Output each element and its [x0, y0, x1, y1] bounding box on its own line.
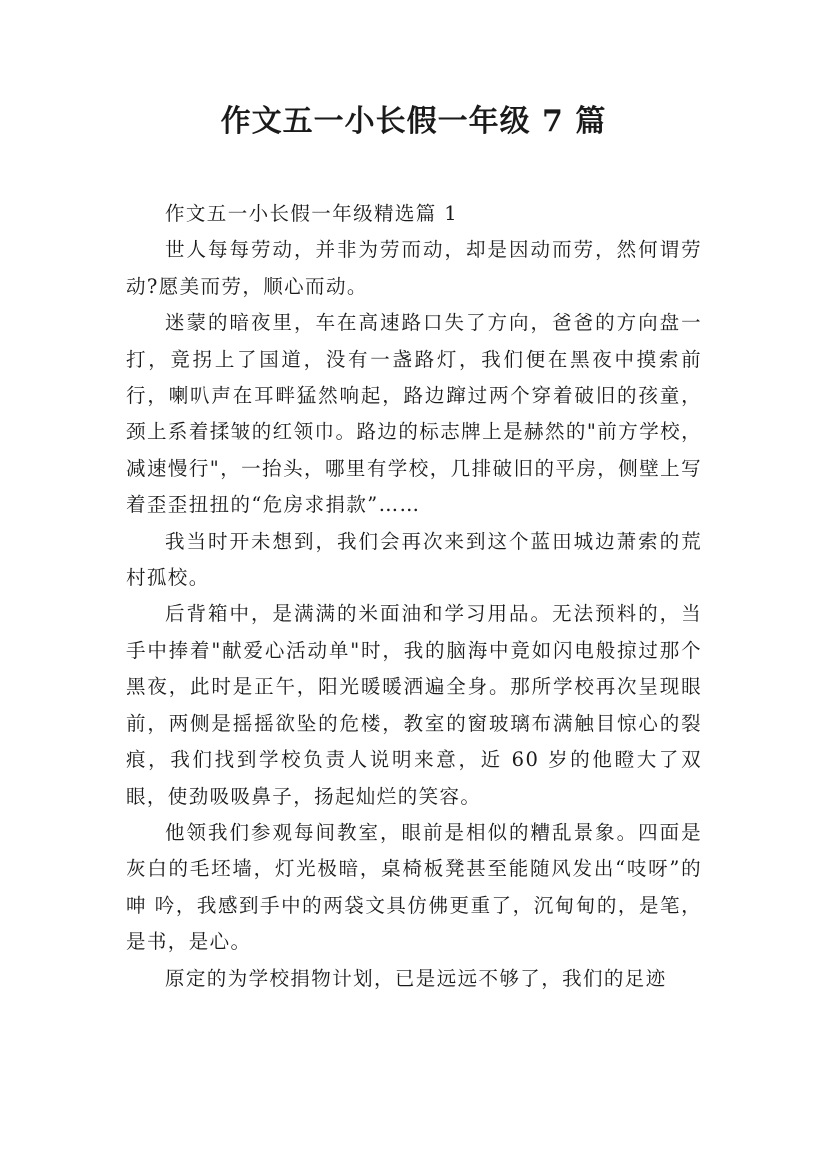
- paragraph: 我当时开未想到，我们会再次来到这个蓝田城边萧索的荒村孤校。: [126, 529, 702, 590]
- paragraph: 原定的为学校捐物计划，已是远远不够了，我们的足迹: [165, 966, 667, 990]
- paragraph: 迷蒙的暗夜里，车在高速路口失了方向，爸爸的方向盘一打，竟拐上了国道，没有一盏路灯，我们便在黑夜中摸索前行，喇叭声在耳畔猛然响起，路边蹿过两个穿着破旧的孩童，颈上系着揉皱的红领巾。路边的标志牌上是赫然的"前方学校，减速慢行"，一抬头，哪里有学校，几排破旧的平房，侧壁上写着歪歪扭扭的“危房求捐款”……: [126, 311, 702, 517]
- document-title: 作文五一小长假一年级 7 篇: [220, 104, 607, 139]
- document-body: [126, 196, 702, 997]
- paragraph: 世人每每劳动，并非为劳而动，却是因动而劳，然何谓劳动?愿美而劳，顺心而动。: [126, 238, 702, 298]
- section-heading: 作文五一小长假一年级精选篇 1: [165, 202, 459, 225]
- paragraph: 后背箱中，是满满的米面油和学习用品。无法预料的，当手中捧着"献爱心活动单"时，我的脑海中竟如闪电般掠过那个黑夜，此时是正午，阳光暖暖洒遍全身。那所学校再次呈现眼前，两侧是摇摇欲坠的危楼，教室的窗玻璃布满触目惊心的裂痕，我们找到学校负责人说明来意，近 60 岁的他瞪大了双眼，使劲吸吸鼻子，扬起灿烂的笑容。: [126, 602, 702, 808]
- paragraph: 他领我们参观每间教室，眼前是相似的糟乱景象。四面是灰白的毛坯墙，灯光极暗，桌椅板凳甚至能随风发出“吱呀”的呻 吟，我感到手中的两袋文具仿佛更重了，沉甸甸的，是笔，是书，是心。: [126, 820, 702, 954]
